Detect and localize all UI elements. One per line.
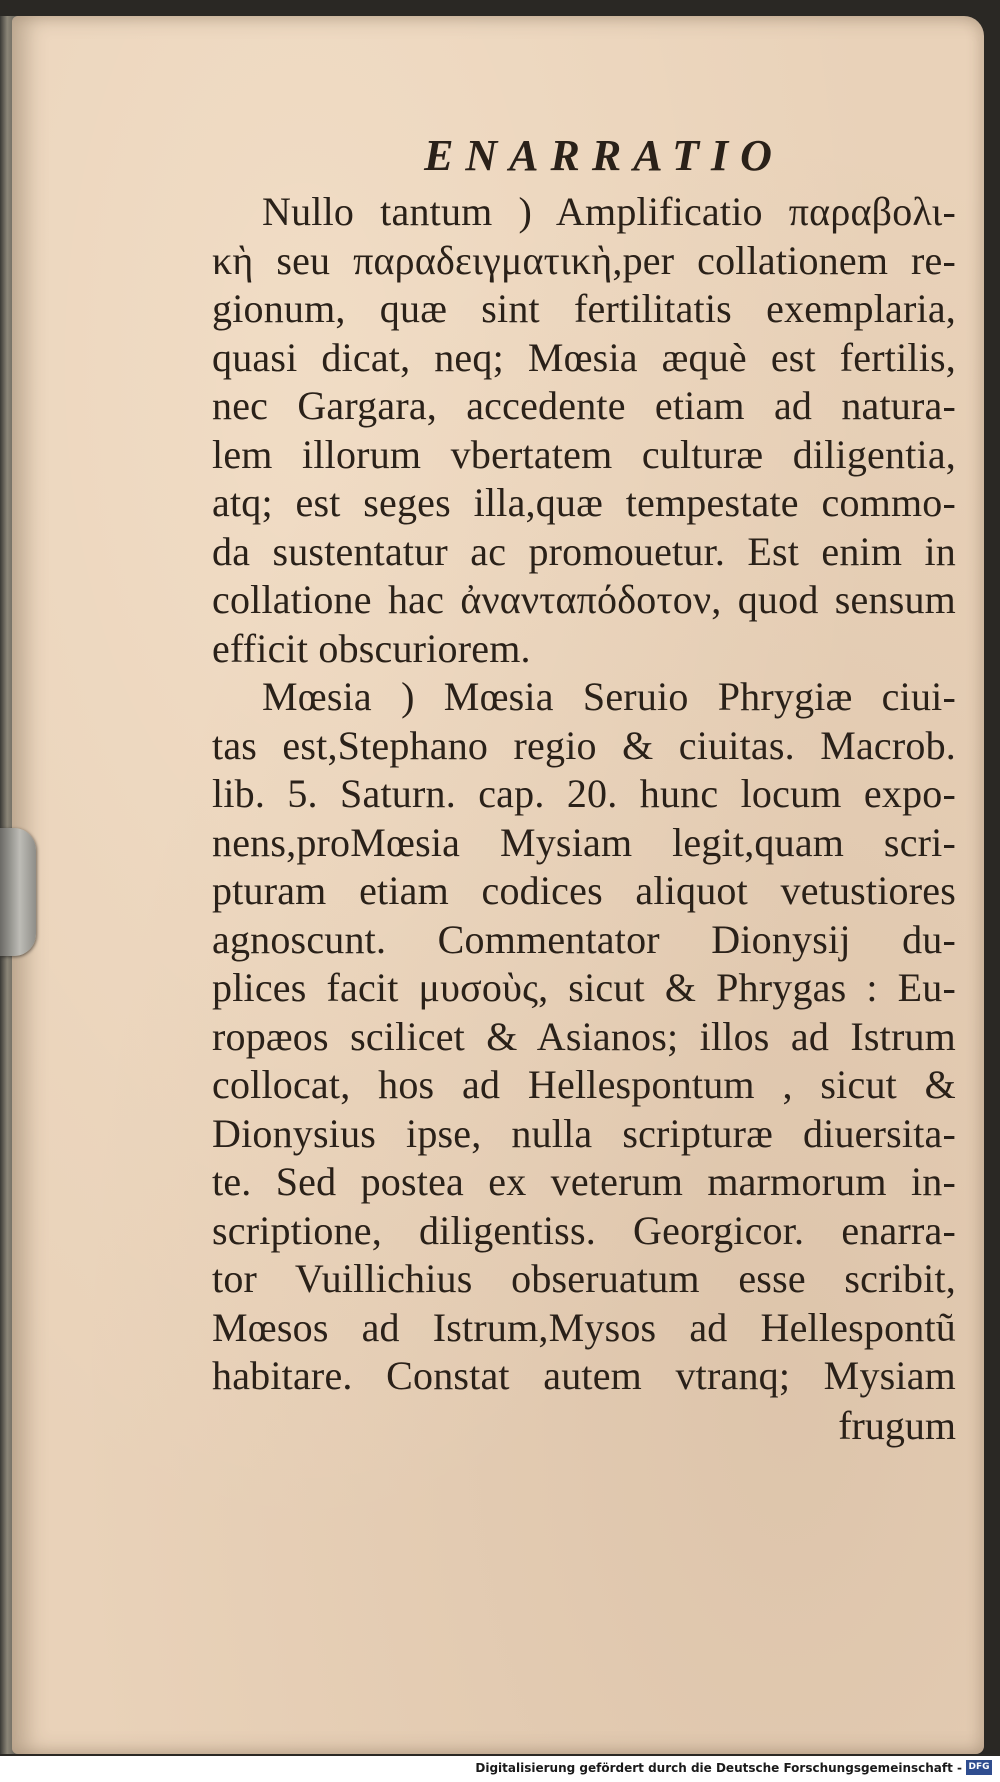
running-head: ENARRATIO <box>424 131 784 180</box>
text-line: da sustentatur ac promouetur. Est enim in <box>212 528 956 574</box>
text-line: tas est,Stephano regio & ciuitas. Macrob. <box>212 722 956 768</box>
text-line: collocat, hos ad Hellespontum , sicut & <box>212 1062 956 1107</box>
catchword: frugum <box>838 1402 956 1448</box>
text-line: te. Sed postea ex veterum marmorum in- <box>212 1159 956 1204</box>
text-line: agnoscunt. Commentator Dionysij du- <box>212 916 956 962</box>
text-line: Mœsos ad Istrum,Mysos ad Hellespontũ <box>212 1304 956 1350</box>
text-line: atq; est seges illa,quæ tempestate commo- <box>212 480 956 525</box>
text-line: nec Gargara, accedente etiam ad natura- <box>212 383 956 428</box>
text-line: κὴ seu παραδειγματικὴ,per collationem re- <box>212 237 956 283</box>
text-line: pturam etiam codices aliquot vetustiores <box>212 868 956 913</box>
page-text-block <box>212 128 956 1451</box>
book-clasp <box>0 828 36 956</box>
text-line: lib. 5. Saturn. cap. 20. hunc locum expo- <box>212 771 956 816</box>
text-line: gionum, quæ sint fertilitatis exemplaria, <box>212 286 956 331</box>
text-line: quasi dicat, neq; Mœsia æquè est fertilis, <box>212 334 956 380</box>
dfg-logo: DFG <box>966 1760 992 1775</box>
text-line: tor Vuillichius obseruatum esse scribit, <box>212 1256 956 1301</box>
text-line: scriptione, diligentiss. Georgicor. enarra- <box>212 1207 956 1253</box>
text-line: habitare. Constat autem vtranq; Mysiam <box>212 1353 956 1398</box>
text-line: lem illorum vbertatem culturæ diligentia, <box>212 431 956 477</box>
text-line: collatione hac ἀνανταπόδοτον, quod sensum <box>212 577 956 622</box>
text-lines <box>212 188 956 1401</box>
text-line: efficit obscuriorem. <box>212 625 531 671</box>
text-line: nens,proMœsia Mysiam legit,quam scri- <box>212 819 956 865</box>
text-line: Nullo tantum ) Amplificatio παραβολι- <box>262 189 956 234</box>
text-line: plices facit μυσοὺς, sicut & Phrygas : Eu- <box>212 965 956 1010</box>
text-line: Mœsia ) Mœsia Seruio Phrygiæ ciui- <box>262 674 956 719</box>
text-line: ropæos scilicet & Asianos; illos ad Istrum <box>212 1013 956 1059</box>
text-line: Dionysius ipse, nulla scripturæ diuersita- <box>212 1110 956 1156</box>
digitization-credit: Digitalisierung gefördert durch die Deutsche Forschungsgemeinschaft - <box>475 1761 962 1775</box>
